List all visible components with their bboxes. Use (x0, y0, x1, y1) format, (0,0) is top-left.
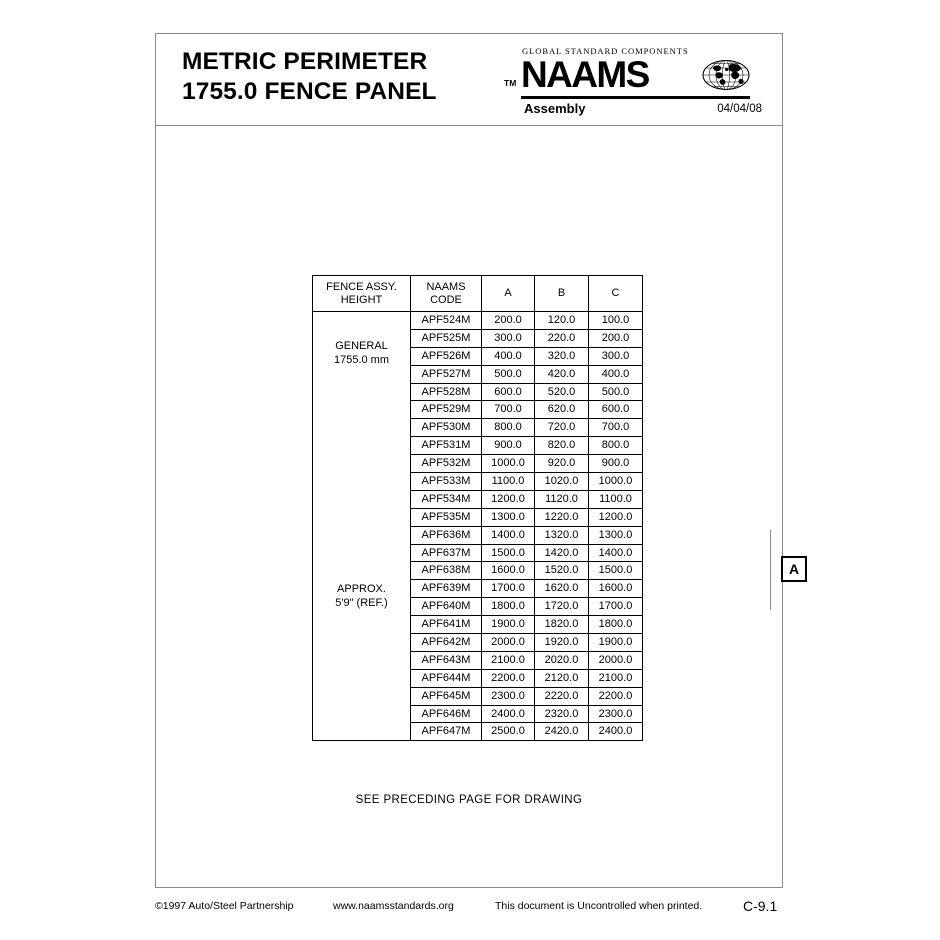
cell-naams-code: APF524M (411, 312, 482, 330)
drawing-sheet-frame (155, 33, 783, 888)
cell-dimension-c: 400.0 (589, 365, 643, 383)
column-header-c: C (589, 276, 643, 312)
page-title-line-1: METRIC PERIMETER (182, 48, 428, 75)
cell-naams-code: APF534M (411, 490, 482, 508)
column-header-fence-assy-height (313, 276, 411, 312)
cell-dimension-a: 2100.0 (482, 651, 535, 669)
cell-dimension-b: 1120.0 (535, 490, 589, 508)
cell-dimension-b: 1220.0 (535, 508, 589, 526)
cell-naams-code: APF638M (411, 562, 482, 580)
cell-dimension-c: 1600.0 (589, 580, 643, 598)
cell-dimension-b: 2120.0 (535, 669, 589, 687)
cell-dimension-a: 1000.0 (482, 455, 535, 473)
cell-dimension-a: 800.0 (482, 419, 535, 437)
height-label-approx-line-2: 5'9" (REF.) (335, 597, 388, 609)
page-title (182, 47, 437, 107)
logo-wordmark: NAAMS (521, 54, 649, 95)
cell-dimension-c: 1300.0 (589, 526, 643, 544)
cell-dimension-b: 820.0 (535, 437, 589, 455)
cell-naams-code: APF647M (411, 723, 482, 741)
cell-naams-code: APF535M (411, 508, 482, 526)
drawing-reference-note: SEE PRECEDING PAGE FOR DRAWING (355, 794, 583, 806)
cell-dimension-a: 1300.0 (482, 508, 535, 526)
page-footer (155, 898, 800, 918)
cell-naams-code: APF645M (411, 687, 482, 705)
logo-tagline: GLOBAL STANDARD COMPONENTS (522, 46, 689, 56)
cell-dimension-a: 1700.0 (482, 580, 535, 598)
cell-dimension-b: 420.0 (535, 365, 589, 383)
cell-dimension-c: 1000.0 (589, 473, 643, 491)
cell-dimension-c: 300.0 (589, 347, 643, 365)
cell-dimension-b: 620.0 (535, 401, 589, 419)
cell-dimension-c: 1200.0 (589, 508, 643, 526)
cell-dimension-c: 1100.0 (589, 490, 643, 508)
cell-naams-code: APF533M (411, 473, 482, 491)
cell-dimension-b: 2320.0 (535, 705, 589, 723)
cell-dimension-c: 100.0 (589, 312, 643, 330)
cell-dimension-a: 700.0 (482, 401, 535, 419)
cell-naams-code: APF526M (411, 347, 482, 365)
cell-dimension-a: 1600.0 (482, 562, 535, 580)
cell-dimension-c: 800.0 (589, 437, 643, 455)
cell-naams-code: APF646M (411, 705, 482, 723)
drawing-date: 04/04/08 (717, 103, 762, 115)
cell-dimension-a: 2000.0 (482, 634, 535, 652)
cell-dimension-a: 1500.0 (482, 544, 535, 562)
cell-dimension-c: 1900.0 (589, 634, 643, 652)
footer-copyright: ©1997 Auto/Steel Partnership (155, 900, 294, 912)
footer-page-number: C-9.1 (743, 898, 778, 914)
cell-dimension-c: 600.0 (589, 401, 643, 419)
trademark-symbol: TM (504, 78, 517, 88)
height-label-general-line-2: 1755.0 mm (333, 354, 390, 366)
cell-naams-code: APF636M (411, 526, 482, 544)
cell-dimension-b: 1420.0 (535, 544, 589, 562)
cell-dimension-c: 1500.0 (589, 562, 643, 580)
cell-naams-code: APF639M (411, 580, 482, 598)
cell-naams-code: APF528M (411, 383, 482, 401)
cell-naams-code: APF640M (411, 598, 482, 616)
cell-dimension-b: 1720.0 (535, 598, 589, 616)
cell-dimension-c: 1800.0 (589, 616, 643, 634)
cell-naams-code: APF637M (411, 544, 482, 562)
cell-dimension-b: 2020.0 (535, 651, 589, 669)
cell-dimension-b: 720.0 (535, 419, 589, 437)
cell-dimension-a: 2500.0 (482, 723, 535, 741)
cell-dimension-b: 920.0 (535, 455, 589, 473)
cell-dimension-a: 400.0 (482, 347, 535, 365)
cell-dimension-b: 1520.0 (535, 562, 589, 580)
cell-dimension-b: 2420.0 (535, 723, 589, 741)
cell-dimension-c: 2100.0 (589, 669, 643, 687)
cell-dimension-c: 1400.0 (589, 544, 643, 562)
cell-dimension-c: 2400.0 (589, 723, 643, 741)
table-row (313, 312, 643, 330)
cell-dimension-a: 900.0 (482, 437, 535, 455)
footer-website-link[interactable]: www.naamsstandards.org (333, 900, 454, 912)
height-label-approx (313, 582, 410, 610)
column-header-naams-code (411, 276, 482, 312)
logo-divider (521, 96, 750, 99)
cell-dimension-a: 1400.0 (482, 526, 535, 544)
cell-dimension-c: 200.0 (589, 329, 643, 347)
cell-dimension-c: 2200.0 (589, 687, 643, 705)
cell-naams-code: APF531M (411, 437, 482, 455)
column-header-naams-code-line-1: NAAMS (426, 280, 466, 293)
cell-dimension-c: 1700.0 (589, 598, 643, 616)
column-header-fence-assy-height-line-1: FENCE ASSY. (326, 280, 397, 293)
cell-naams-code: APF527M (411, 365, 482, 383)
footer-uncontrolled-notice: This document is Uncontrolled when printed. (495, 900, 703, 912)
fence-assy-height-cell (313, 312, 411, 741)
cell-naams-code: APF641M (411, 616, 482, 634)
naams-logo (504, 46, 762, 120)
cell-dimension-a: 500.0 (482, 365, 535, 383)
cell-dimension-a: 300.0 (482, 329, 535, 347)
cell-dimension-a: 2200.0 (482, 669, 535, 687)
cell-dimension-b: 1920.0 (535, 634, 589, 652)
table-header-row (313, 276, 643, 312)
height-label-approx-line-1: APPROX. (337, 583, 386, 595)
cell-dimension-b: 520.0 (535, 383, 589, 401)
cell-dimension-c: 2300.0 (589, 705, 643, 723)
fence-panel-spec-table (312, 275, 643, 741)
cell-dimension-b: 1620.0 (535, 580, 589, 598)
table-body (313, 312, 643, 741)
cell-dimension-b: 1020.0 (535, 473, 589, 491)
cell-dimension-c: 900.0 (589, 455, 643, 473)
cell-dimension-a: 1800.0 (482, 598, 535, 616)
cell-dimension-a: 1200.0 (482, 490, 535, 508)
cell-dimension-a: 200.0 (482, 312, 535, 330)
cell-naams-code: APF529M (411, 401, 482, 419)
cell-naams-code: APF532M (411, 455, 482, 473)
cell-naams-code: APF644M (411, 669, 482, 687)
cell-dimension-b: 1320.0 (535, 526, 589, 544)
column-header-a: A (482, 276, 535, 312)
cell-naams-code: APF530M (411, 419, 482, 437)
cell-dimension-a: 1900.0 (482, 616, 535, 634)
revision-flag: A (781, 556, 807, 582)
cell-dimension-a: 2400.0 (482, 705, 535, 723)
cell-naams-code: APF525M (411, 329, 482, 347)
cell-dimension-b: 2220.0 (535, 687, 589, 705)
logo-subtitle: Assembly (524, 101, 586, 116)
cell-dimension-c: 500.0 (589, 383, 643, 401)
cell-dimension-c: 700.0 (589, 419, 643, 437)
cell-dimension-a: 2300.0 (482, 687, 535, 705)
column-header-b: B (535, 276, 589, 312)
cell-naams-code: APF643M (411, 651, 482, 669)
height-label-general (313, 339, 410, 367)
globe-icon (702, 57, 750, 93)
cell-naams-code: APF642M (411, 634, 482, 652)
cell-dimension-a: 600.0 (482, 383, 535, 401)
cell-dimension-b: 1820.0 (535, 616, 589, 634)
column-header-naams-code-line-2: CODE (430, 293, 462, 306)
revision-leader-line (770, 530, 771, 610)
cell-dimension-b: 120.0 (535, 312, 589, 330)
title-block (156, 34, 782, 126)
cell-dimension-a: 1100.0 (482, 473, 535, 491)
cell-dimension-b: 220.0 (535, 329, 589, 347)
page-title-line-2: 1755.0 FENCE PANEL (182, 78, 437, 105)
column-header-fence-assy-height-line-2: HEIGHT (340, 293, 383, 306)
cell-dimension-b: 320.0 (535, 347, 589, 365)
height-label-general-line-1: GENERAL (335, 340, 388, 352)
cell-dimension-c: 2000.0 (589, 651, 643, 669)
